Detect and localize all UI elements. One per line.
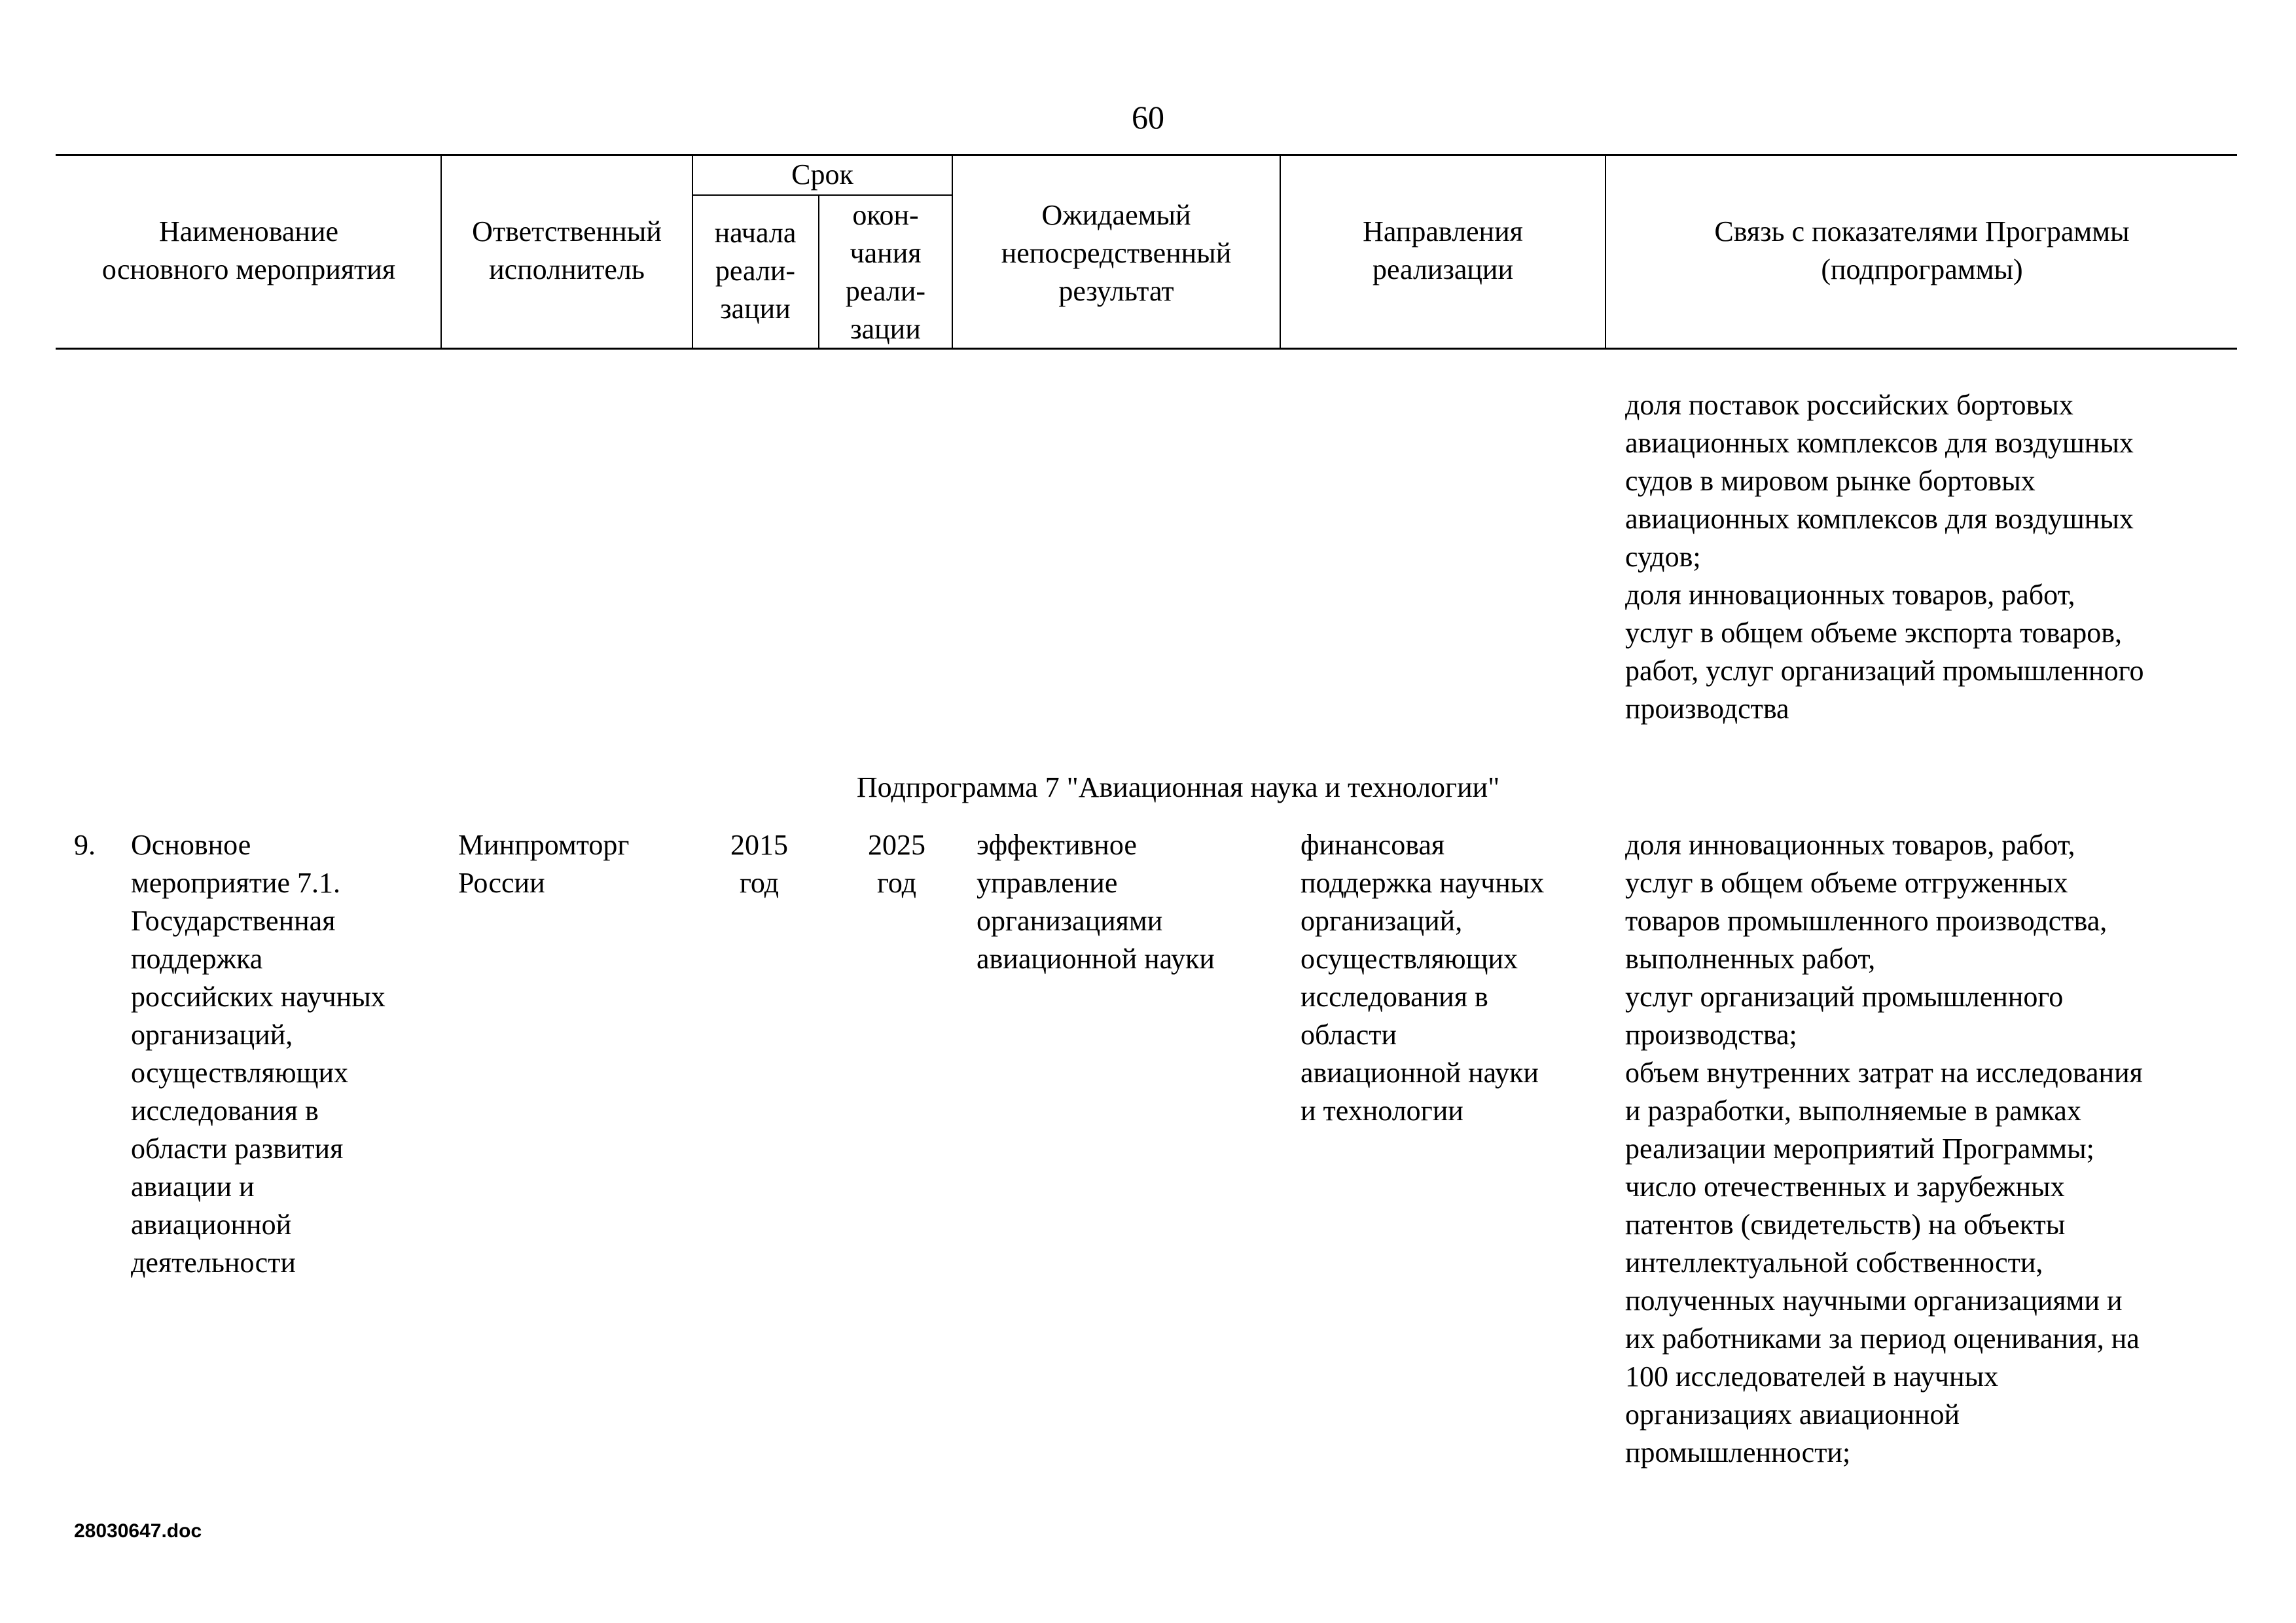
continuation-indicators: доля поставок российских бортовых авиационных комплексов для воздушных судов в мировом рынке бортовых авиационных комплексов для воздушных судов; доля инновационных товаров, работ, услуг в общем объеме экспорта товаров, работ, услуг организаций промышленного производства bbox=[1625, 389, 2144, 725]
header-indicators: Связь с показателями Программы (подпрограммы) bbox=[1714, 215, 2130, 285]
row-executor: Минпромторг России bbox=[458, 829, 630, 899]
table-header-bottom-border bbox=[56, 348, 2237, 350]
row-directions: финансовая поддержка научных организаций, осуществляющих исследования в области авиационной науки и технологии bbox=[1300, 829, 1545, 1127]
document-filename: 28030647.doc bbox=[74, 1520, 202, 1542]
header-start: начала реали- зации bbox=[714, 217, 797, 325]
page-number: 60 bbox=[1132, 99, 1164, 136]
row-result: эффективное управление организациями авиационной науки bbox=[977, 829, 1215, 975]
table-top-border bbox=[56, 154, 2237, 156]
header-end: окон- чания реали- зации bbox=[845, 199, 926, 345]
header-name: Наименование основного мероприятия bbox=[101, 215, 396, 285]
row-start: 2015 год bbox=[730, 829, 788, 899]
srok-underline bbox=[692, 194, 952, 196]
subprogram-title: Подпрограмма 7 "Авиационная наука и технологии" bbox=[856, 771, 1500, 803]
row-indicators: доля инновационных товаров, работ, услуг в общем объеме отгруженных товаров промышленного производства, выполненных работ, услуг организаций промышленного производства; объем внутренних затрат на исследования и разработки, выполняемые в рамках реализации мероприятий Программы; число отечественных и зарубежных патентов (свидетельств) на объекты интеллектуальной собственности, полученных научными организациями и их работниками за период оценивания, на 100 исследователей в научных организациях авиационной промышленности; bbox=[1625, 829, 2143, 1468]
header-result: Ожидаемый непосредственный результат bbox=[1001, 199, 1232, 307]
header-term: Срок bbox=[791, 158, 853, 191]
header-directions: Направления реализации bbox=[1363, 215, 1523, 285]
col-divider-3 bbox=[818, 194, 819, 349]
col-divider-1 bbox=[440, 154, 442, 349]
row-name: Основное мероприятие 7.1. Государственная поддержка российских научных организаций, осуществляющих исследования в области развития авиации и авиационной деятельности bbox=[131, 829, 386, 1279]
row-end: 2025 год bbox=[868, 829, 925, 899]
row-number: 9. bbox=[74, 829, 96, 861]
col-divider-6 bbox=[1605, 154, 1606, 349]
col-divider-4 bbox=[952, 154, 953, 349]
col-divider-5 bbox=[1280, 154, 1281, 349]
header-executor: Ответственный исполнитель bbox=[472, 215, 662, 285]
